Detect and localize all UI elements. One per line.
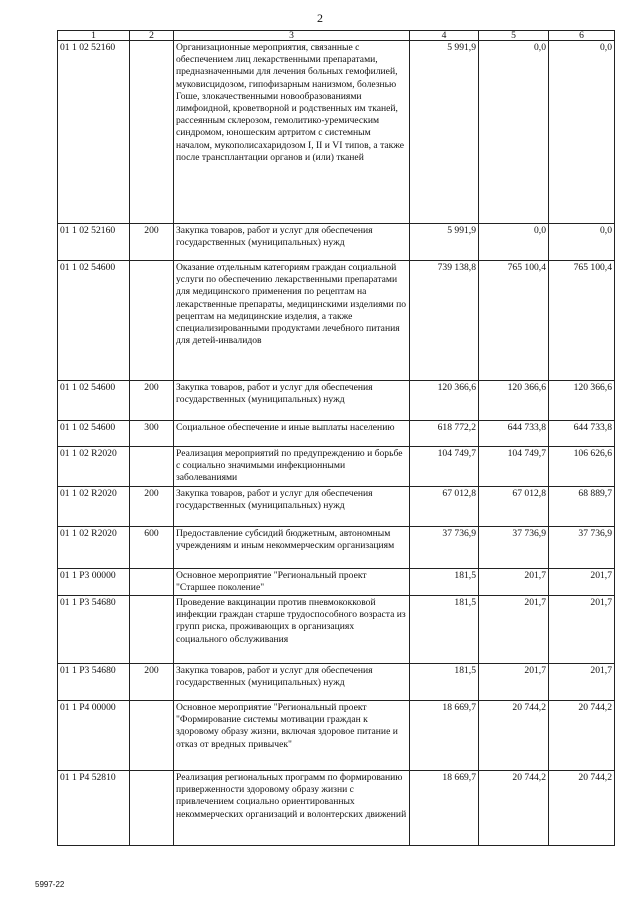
- column-header: 6: [549, 31, 615, 41]
- item-description: Закупка товаров, работ и услуг для обеспечения государственных (муниципальных) нужд: [174, 224, 410, 261]
- classification-code: 01 1 P4 52810: [58, 771, 130, 846]
- item-description: Основное мероприятие "Региональный проект "Старшее поколение": [174, 568, 410, 595]
- column-header: 2: [130, 31, 174, 41]
- expense-type-code: [130, 771, 174, 846]
- classification-code: 01 1 P4 00000: [58, 701, 130, 771]
- amount-col6: 120 366,6: [549, 381, 615, 421]
- column-header: 4: [410, 31, 479, 41]
- classification-code: 01 1 P3 54680: [58, 596, 130, 664]
- amount-col4: 104 749,7: [410, 447, 479, 487]
- amount-col4: 37 736,9: [410, 526, 479, 568]
- classification-code: 01 1 P3 00000: [58, 568, 130, 595]
- item-description: Реализация региональных программ по формированию приверженности здоровому образу жизни с привлечением социально ориентированных некоммерческих организаций и волонтерских движений: [174, 771, 410, 846]
- amount-col4: 18 669,7: [410, 701, 479, 771]
- expense-type-code: 200: [130, 486, 174, 526]
- amount-col4: 120 366,6: [410, 381, 479, 421]
- classification-code: 01 1 02 54600: [58, 421, 130, 447]
- amount-col6: 765 100,4: [549, 261, 615, 381]
- classification-code: 01 1 P3 54680: [58, 664, 130, 701]
- classification-code: 01 1 02 52160: [58, 41, 130, 224]
- item-description: Проведение вакцинации против пневмококковой инфекции граждан старше трудоспособного возраста из групп риска, проживающих в организациях социального обслуживания: [174, 596, 410, 664]
- expense-type-code: [130, 261, 174, 381]
- expense-type-code: 200: [130, 664, 174, 701]
- amount-col4: 181,5: [410, 596, 479, 664]
- table-row: [58, 526, 615, 568]
- amount-col5: 37 736,9: [479, 526, 549, 568]
- amount-col6: 201,7: [549, 568, 615, 595]
- table-row: [58, 381, 615, 421]
- budget-table: [57, 30, 615, 846]
- amount-col6: 20 744,2: [549, 701, 615, 771]
- item-description: Оказание отдельным категориям граждан социальной услуги по обеспечению лекарственными препаратами для медицинского применения по рецептам на лекарственные препараты, медицинскими изделиями по рецептам на медицинские изделия, а также специализированными продуктами лечебного питания для детей-инвалидов: [174, 261, 410, 381]
- table-row: [58, 664, 615, 701]
- document-footer-code: 5997-22: [35, 880, 65, 889]
- amount-col4: 618 772,2: [410, 421, 479, 447]
- amount-col4: 67 012,8: [410, 486, 479, 526]
- table-row: [58, 596, 615, 664]
- amount-col6: 106 626,6: [549, 447, 615, 487]
- item-description: Закупка товаров, работ и услуг для обеспечения государственных (муниципальных) нужд: [174, 664, 410, 701]
- amount-col5: 120 366,6: [479, 381, 549, 421]
- amount-col5: 67 012,8: [479, 486, 549, 526]
- item-description: Предоставление субсидий бюджетным, автономным учреждениям и иным некоммерческим организациям: [174, 526, 410, 568]
- expense-type-code: [130, 447, 174, 487]
- amount-col5: 104 749,7: [479, 447, 549, 487]
- expense-type-code: [130, 568, 174, 595]
- table-row: [58, 261, 615, 381]
- expense-type-code: [130, 41, 174, 224]
- expense-type-code: [130, 596, 174, 664]
- item-description: Закупка товаров, работ и услуг для обеспечения государственных (муниципальных) нужд: [174, 486, 410, 526]
- classification-code: 01 1 02 52160: [58, 224, 130, 261]
- table-row: [58, 447, 615, 487]
- table-row: [58, 568, 615, 595]
- amount-col5: 201,7: [479, 596, 549, 664]
- expense-type-code: 200: [130, 224, 174, 261]
- amount-col6: 20 744,2: [549, 771, 615, 846]
- expense-type-code: 200: [130, 381, 174, 421]
- amount-col5: 0,0: [479, 224, 549, 261]
- classification-code: 01 1 02 54600: [58, 261, 130, 381]
- column-header: 1: [58, 31, 130, 41]
- item-description: Социальное обеспечение и иные выплаты населению: [174, 421, 410, 447]
- amount-col5: 201,7: [479, 568, 549, 595]
- classification-code: 01 1 02 R2020: [58, 526, 130, 568]
- table-row: [58, 41, 615, 224]
- column-header: 3: [174, 31, 410, 41]
- amount-col5: 20 744,2: [479, 771, 549, 846]
- amount-col5: 201,7: [479, 664, 549, 701]
- item-description: Реализация мероприятий по предупреждению и борьбе с социально значимыми инфекционными заболеваниями: [174, 447, 410, 487]
- amount-col6: 644 733,8: [549, 421, 615, 447]
- expense-type-code: 300: [130, 421, 174, 447]
- amount-col6: 0,0: [549, 224, 615, 261]
- item-description: Закупка товаров, работ и услуг для обеспечения государственных (муниципальных) нужд: [174, 381, 410, 421]
- amount-col6: 0,0: [549, 41, 615, 224]
- amount-col4: 181,5: [410, 568, 479, 595]
- amount-col6: 201,7: [549, 596, 615, 664]
- expense-type-code: [130, 701, 174, 771]
- amount-col4: 5 991,9: [410, 41, 479, 224]
- amount-col5: 0,0: [479, 41, 549, 224]
- table-row: [58, 486, 615, 526]
- amount-col5: 765 100,4: [479, 261, 549, 381]
- amount-col5: 644 733,8: [479, 421, 549, 447]
- item-description: Организационные мероприятия, связанные с обеспечением лиц лекарственными препаратами, предназначенными для лечения больных гемофилией, муковисцидозом, гипофизарным нанизмом, болезнью Гоше, злокачественными новообразованиями лимфоидной, кроветворной и родственных им тканей, рассеянным склерозом, гемолитико-уремическим синдромом, юношеским артритом с системным началом, мукополисахаридозом I, II и VI типов, а также после трансплантации органов и (или) тканей: [174, 41, 410, 224]
- expense-type-code: 600: [130, 526, 174, 568]
- amount-col6: 68 889,7: [549, 486, 615, 526]
- table-row: [58, 421, 615, 447]
- table-row: [58, 771, 615, 846]
- table-row: [58, 224, 615, 261]
- classification-code: 01 1 02 54600: [58, 381, 130, 421]
- table-header-row: [58, 31, 615, 41]
- amount-col4: 5 991,9: [410, 224, 479, 261]
- amount-col6: 201,7: [549, 664, 615, 701]
- amount-col4: 739 138,8: [410, 261, 479, 381]
- table-row: [58, 701, 615, 771]
- amount-col5: 20 744,2: [479, 701, 549, 771]
- classification-code: 01 1 02 R2020: [58, 486, 130, 526]
- amount-col6: 37 736,9: [549, 526, 615, 568]
- amount-col4: 18 669,7: [410, 771, 479, 846]
- amount-col4: 181,5: [410, 664, 479, 701]
- classification-code: 01 1 02 R2020: [58, 447, 130, 487]
- column-header: 5: [479, 31, 549, 41]
- page-number: 2: [317, 11, 323, 25]
- item-description: Основное мероприятие "Региональный проект "Формирование системы мотивации граждан к здоровому образу жизни, включая здоровое питание и отказ от вредных привычек": [174, 701, 410, 771]
